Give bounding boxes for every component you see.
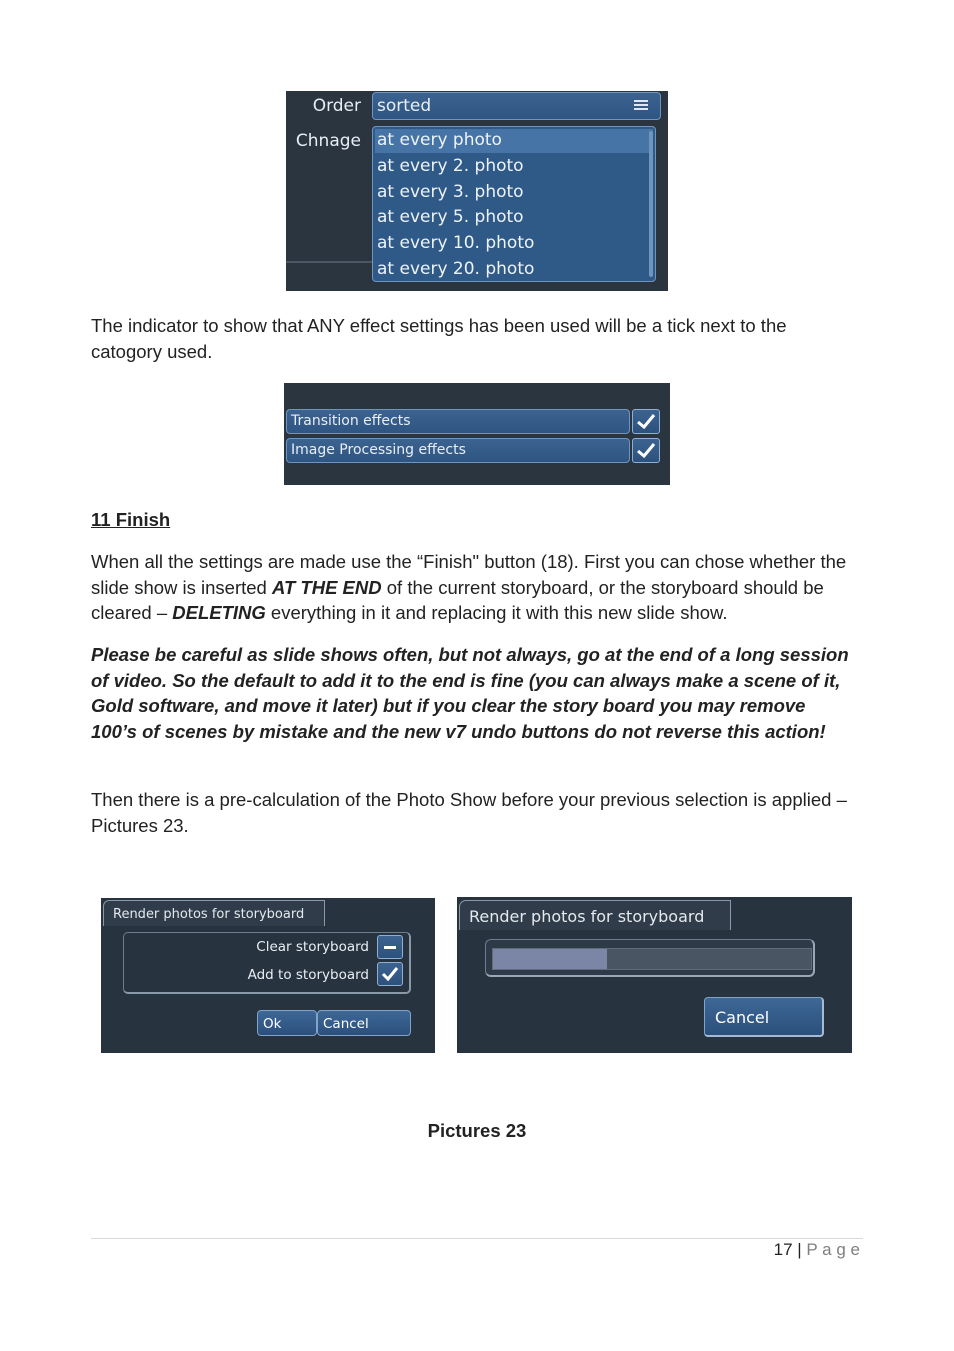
footer-rule — [91, 1238, 863, 1239]
page-number: 17 — [773, 1240, 793, 1259]
paragraph-precalc: Then there is a pre-calculation of the Photo Show before your previous selection is applied – Pictures 23. — [91, 789, 847, 836]
effect-row[interactable] — [286, 438, 630, 463]
cancel-button[interactable] — [704, 997, 824, 1037]
figure-caption: Pictures 23 — [427, 1120, 527, 1141]
separator-line — [286, 261, 372, 263]
dropdown-option[interactable]: at every 2. photo — [377, 155, 524, 176]
cancel-button-label: Cancel — [715, 1008, 770, 1027]
effects-screenshot — [284, 383, 670, 485]
options-group — [123, 932, 411, 994]
clear-storyboard-label: Clear storyboard — [256, 939, 369, 955]
order-change-screenshot — [286, 91, 668, 291]
dropdown-option[interactable]: at every 10. photo — [377, 233, 535, 254]
checkmark-icon — [381, 966, 399, 982]
page-footer — [774, 1240, 860, 1260]
effect-row[interactable] — [286, 409, 630, 434]
paragraph-finish — [91, 549, 871, 626]
add-storyboard-label: Add to storyboard — [247, 967, 369, 983]
para2-emph-end: AT THE END — [271, 576, 382, 598]
dialog-title-tab — [103, 900, 325, 926]
minus-icon — [381, 939, 399, 955]
change-dropdown-list[interactable] — [372, 126, 656, 282]
progress-bar — [485, 939, 815, 977]
progress-track — [492, 948, 812, 970]
dialog-title: Render photos for storyboard — [113, 907, 305, 922]
paragraph-indicator: The indicator to show that ANY effect settings has been used will be a tick next to the catogory used. — [91, 315, 787, 362]
para2-text-a: When all the settings are made use the “Finish" button (18). First you can chose whether the slide show is inserted — [91, 551, 847, 598]
cancel-button[interactable] — [317, 1010, 411, 1036]
render-dialog-options — [101, 898, 435, 1053]
add-storyboard-toggle[interactable] — [377, 962, 403, 986]
progress-fill — [493, 949, 607, 969]
ok-button-label: Ok — [263, 1016, 282, 1032]
para2-text-c: of the current storyboard, or the storyboard should be cleared – — [91, 576, 824, 624]
dropdown-option[interactable]: at every photo — [377, 130, 502, 150]
dropdown-option[interactable]: at every 5. photo — [377, 207, 524, 228]
effect-row-label: Image Processing effects — [291, 442, 466, 458]
dropdown-option[interactable]: at every 3. photo — [377, 181, 524, 202]
checkmark-icon — [636, 413, 656, 430]
list-scrollbar[interactable] — [649, 131, 653, 277]
dropdown-option[interactable]: at every 20. photo — [377, 259, 535, 279]
render-dialog-progress — [457, 897, 852, 1053]
para2-text-e: everything in it and replacing it with this new slide show. — [265, 602, 728, 624]
ok-button[interactable] — [257, 1010, 317, 1036]
checkmark-icon — [636, 442, 656, 459]
paragraph-warning: Please be careful as slide shows often, but not always, go at the end of a long session of video. So the default to add it to the end is fine (you can always make a scene of it, Gold software, and move it later) but if you clear the story board you may remove 100’s of scenes by mistake and the new v7 undo buttons do not reverse this action! — [91, 644, 849, 743]
cancel-button-label: Cancel — [323, 1016, 369, 1032]
para2-emph-deleting: DELETING — [172, 602, 266, 624]
page-separator: | — [797, 1240, 802, 1259]
effect-tick[interactable] — [632, 438, 660, 463]
dialog-title-tab — [459, 900, 731, 930]
clear-storyboard-toggle[interactable] — [377, 935, 403, 959]
menu-icon — [634, 100, 648, 110]
dialog-title: Render photos for storyboard — [469, 907, 705, 926]
section-heading: 11 Finish — [91, 509, 171, 530]
order-select[interactable] — [372, 92, 661, 120]
page-label: P a g e — [806, 1240, 860, 1259]
effect-row-label: Transition effects — [291, 413, 411, 429]
effect-tick[interactable] — [632, 409, 660, 434]
order-label: Order — [312, 96, 361, 116]
change-label: Chnage — [295, 131, 361, 151]
order-value: sorted — [377, 96, 432, 116]
